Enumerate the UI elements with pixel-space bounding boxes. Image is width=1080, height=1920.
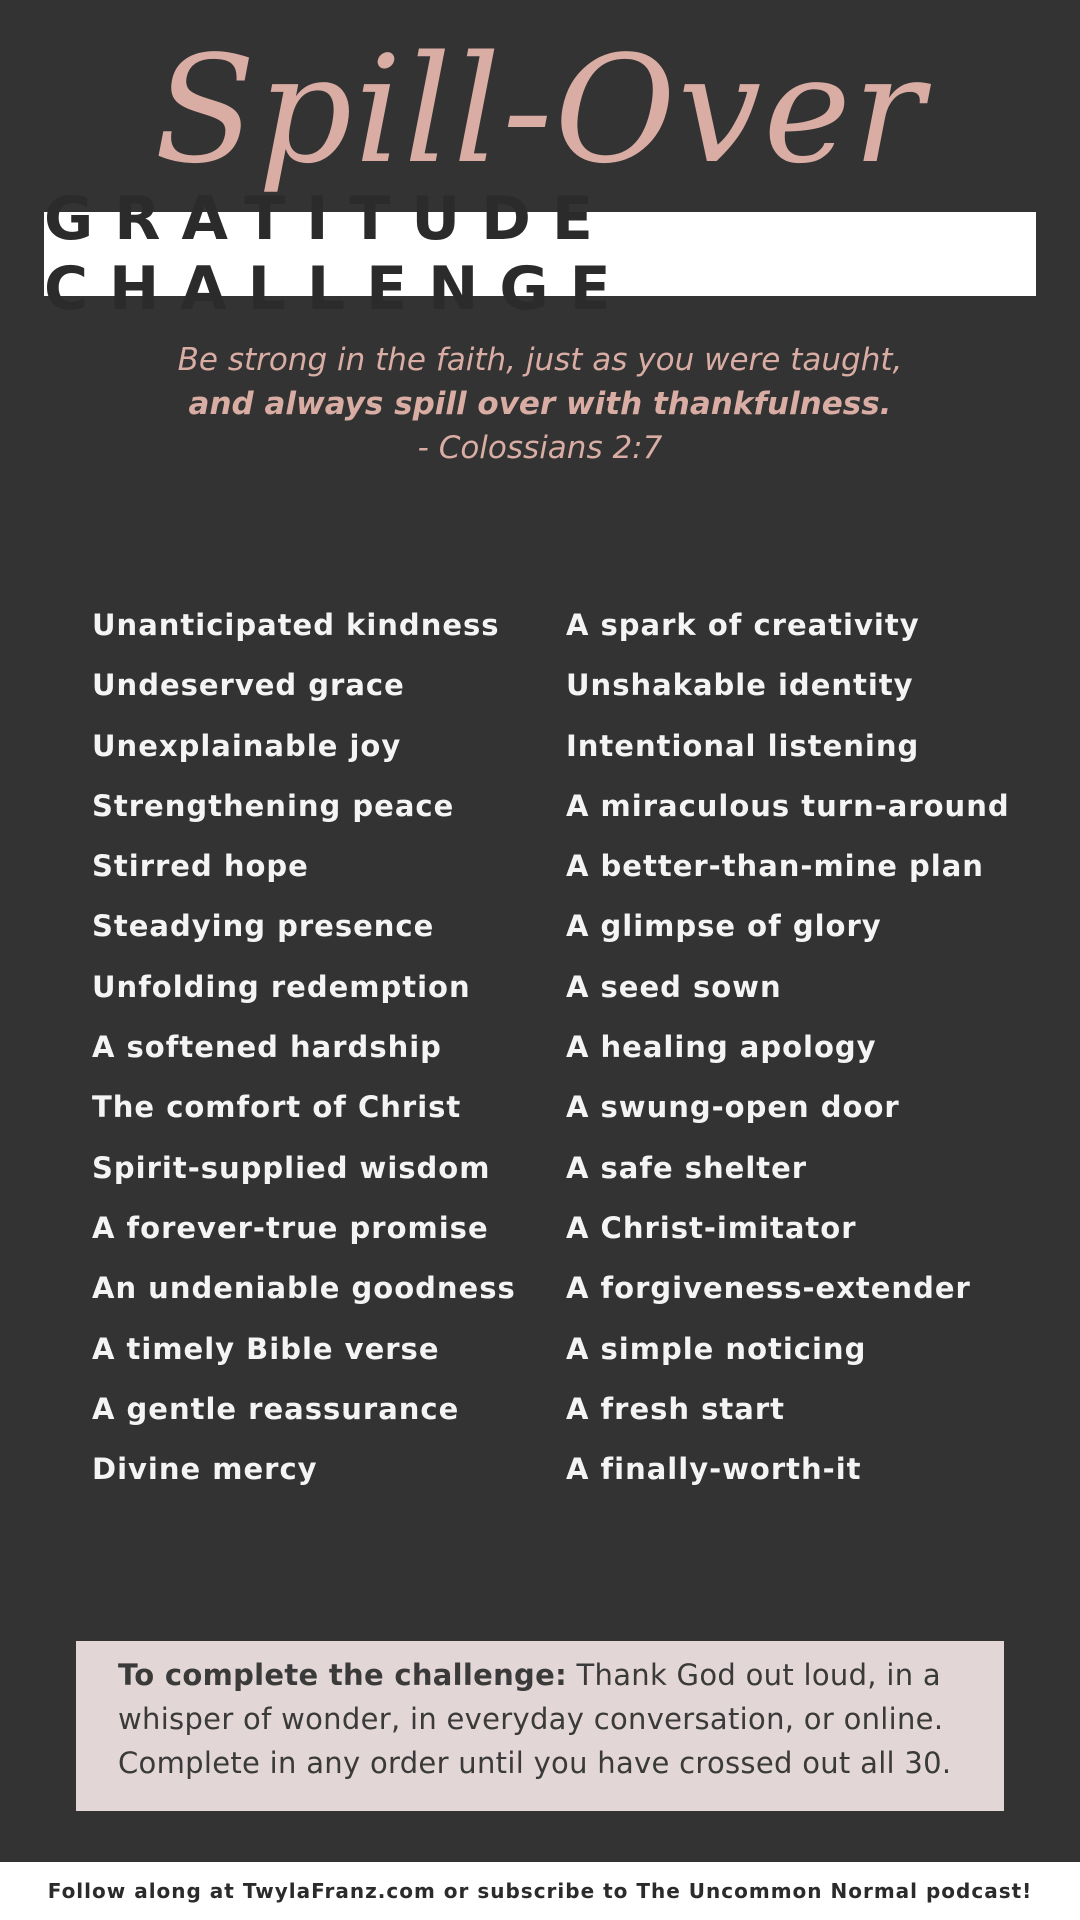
list-item: A simple noticing (566, 1331, 867, 1366)
list-item: An undeniable goodness (92, 1271, 516, 1306)
list-item: A softened hardship (92, 1030, 442, 1065)
list-item: Unfolding redemption (92, 969, 471, 1004)
instructions-lead: To complete the challenge: (118, 1658, 567, 1692)
verse-line-1: Be strong in the faith, just as you were taught, (177, 342, 903, 378)
list-item: Intentional listening (566, 728, 920, 763)
list-item: Undeserved grace (92, 668, 405, 703)
footer-bar (0, 1862, 1080, 1920)
list-item: A swung-open door (566, 1090, 900, 1125)
list-item: A finally-worth-it (566, 1452, 862, 1487)
verse-line-2: and always spill over with thankfulness. (188, 386, 892, 422)
list-item: A timely Bible verse (92, 1331, 440, 1366)
list-item: Divine mercy (92, 1452, 318, 1487)
script-title: Spill-Over (154, 24, 926, 196)
list-item: A glimpse of glory (566, 909, 882, 944)
scripture-verse (0, 338, 1080, 470)
list-item: Unshakable identity (566, 668, 914, 703)
list-item: Spirit-supplied wisdom (92, 1150, 491, 1185)
list-item: Unanticipated kindness (92, 608, 500, 642)
list-item: The comfort of Christ (92, 1090, 462, 1125)
list-item: A spark of creativity (566, 608, 920, 642)
instructions-box (76, 1641, 1004, 1811)
list-item: A Christ-imitator (566, 1210, 857, 1245)
instructions-body: Thank God out loud, in a whisper of wonder, in everyday conversation, or online. Complete in any order until you have crossed out all 30. (118, 1658, 952, 1780)
list-item: A fresh start (566, 1391, 785, 1426)
verse-reference: - Colossians 2:7 (417, 430, 663, 466)
list-item: A gentle reassurance (92, 1391, 460, 1426)
footer-text: Follow along at TwylaFranz.com or subscribe to The Uncommon Normal podcast! (47, 1879, 1033, 1903)
challenge-list-right (566, 600, 1036, 1504)
list-item: A better-than-mine plan (566, 849, 984, 884)
list-item: A safe shelter (566, 1150, 808, 1185)
list-item: A forgiveness-extender (566, 1271, 971, 1306)
list-item: Steadying presence (92, 909, 435, 944)
list-item: A miraculous turn-around (566, 788, 1010, 823)
challenge-list-left (92, 600, 562, 1504)
list-item: A forever-true promise (92, 1210, 489, 1245)
list-item: A seed sown (566, 969, 782, 1004)
list-item: Stirred hope (92, 849, 309, 884)
banner-title: GRATITUDE CHALLENGE (44, 184, 632, 324)
title-banner (44, 184, 1036, 324)
list-item: A healing apology (566, 1030, 877, 1065)
list-item: Unexplainable joy (92, 728, 402, 763)
list-item: Strengthening peace (92, 788, 455, 823)
